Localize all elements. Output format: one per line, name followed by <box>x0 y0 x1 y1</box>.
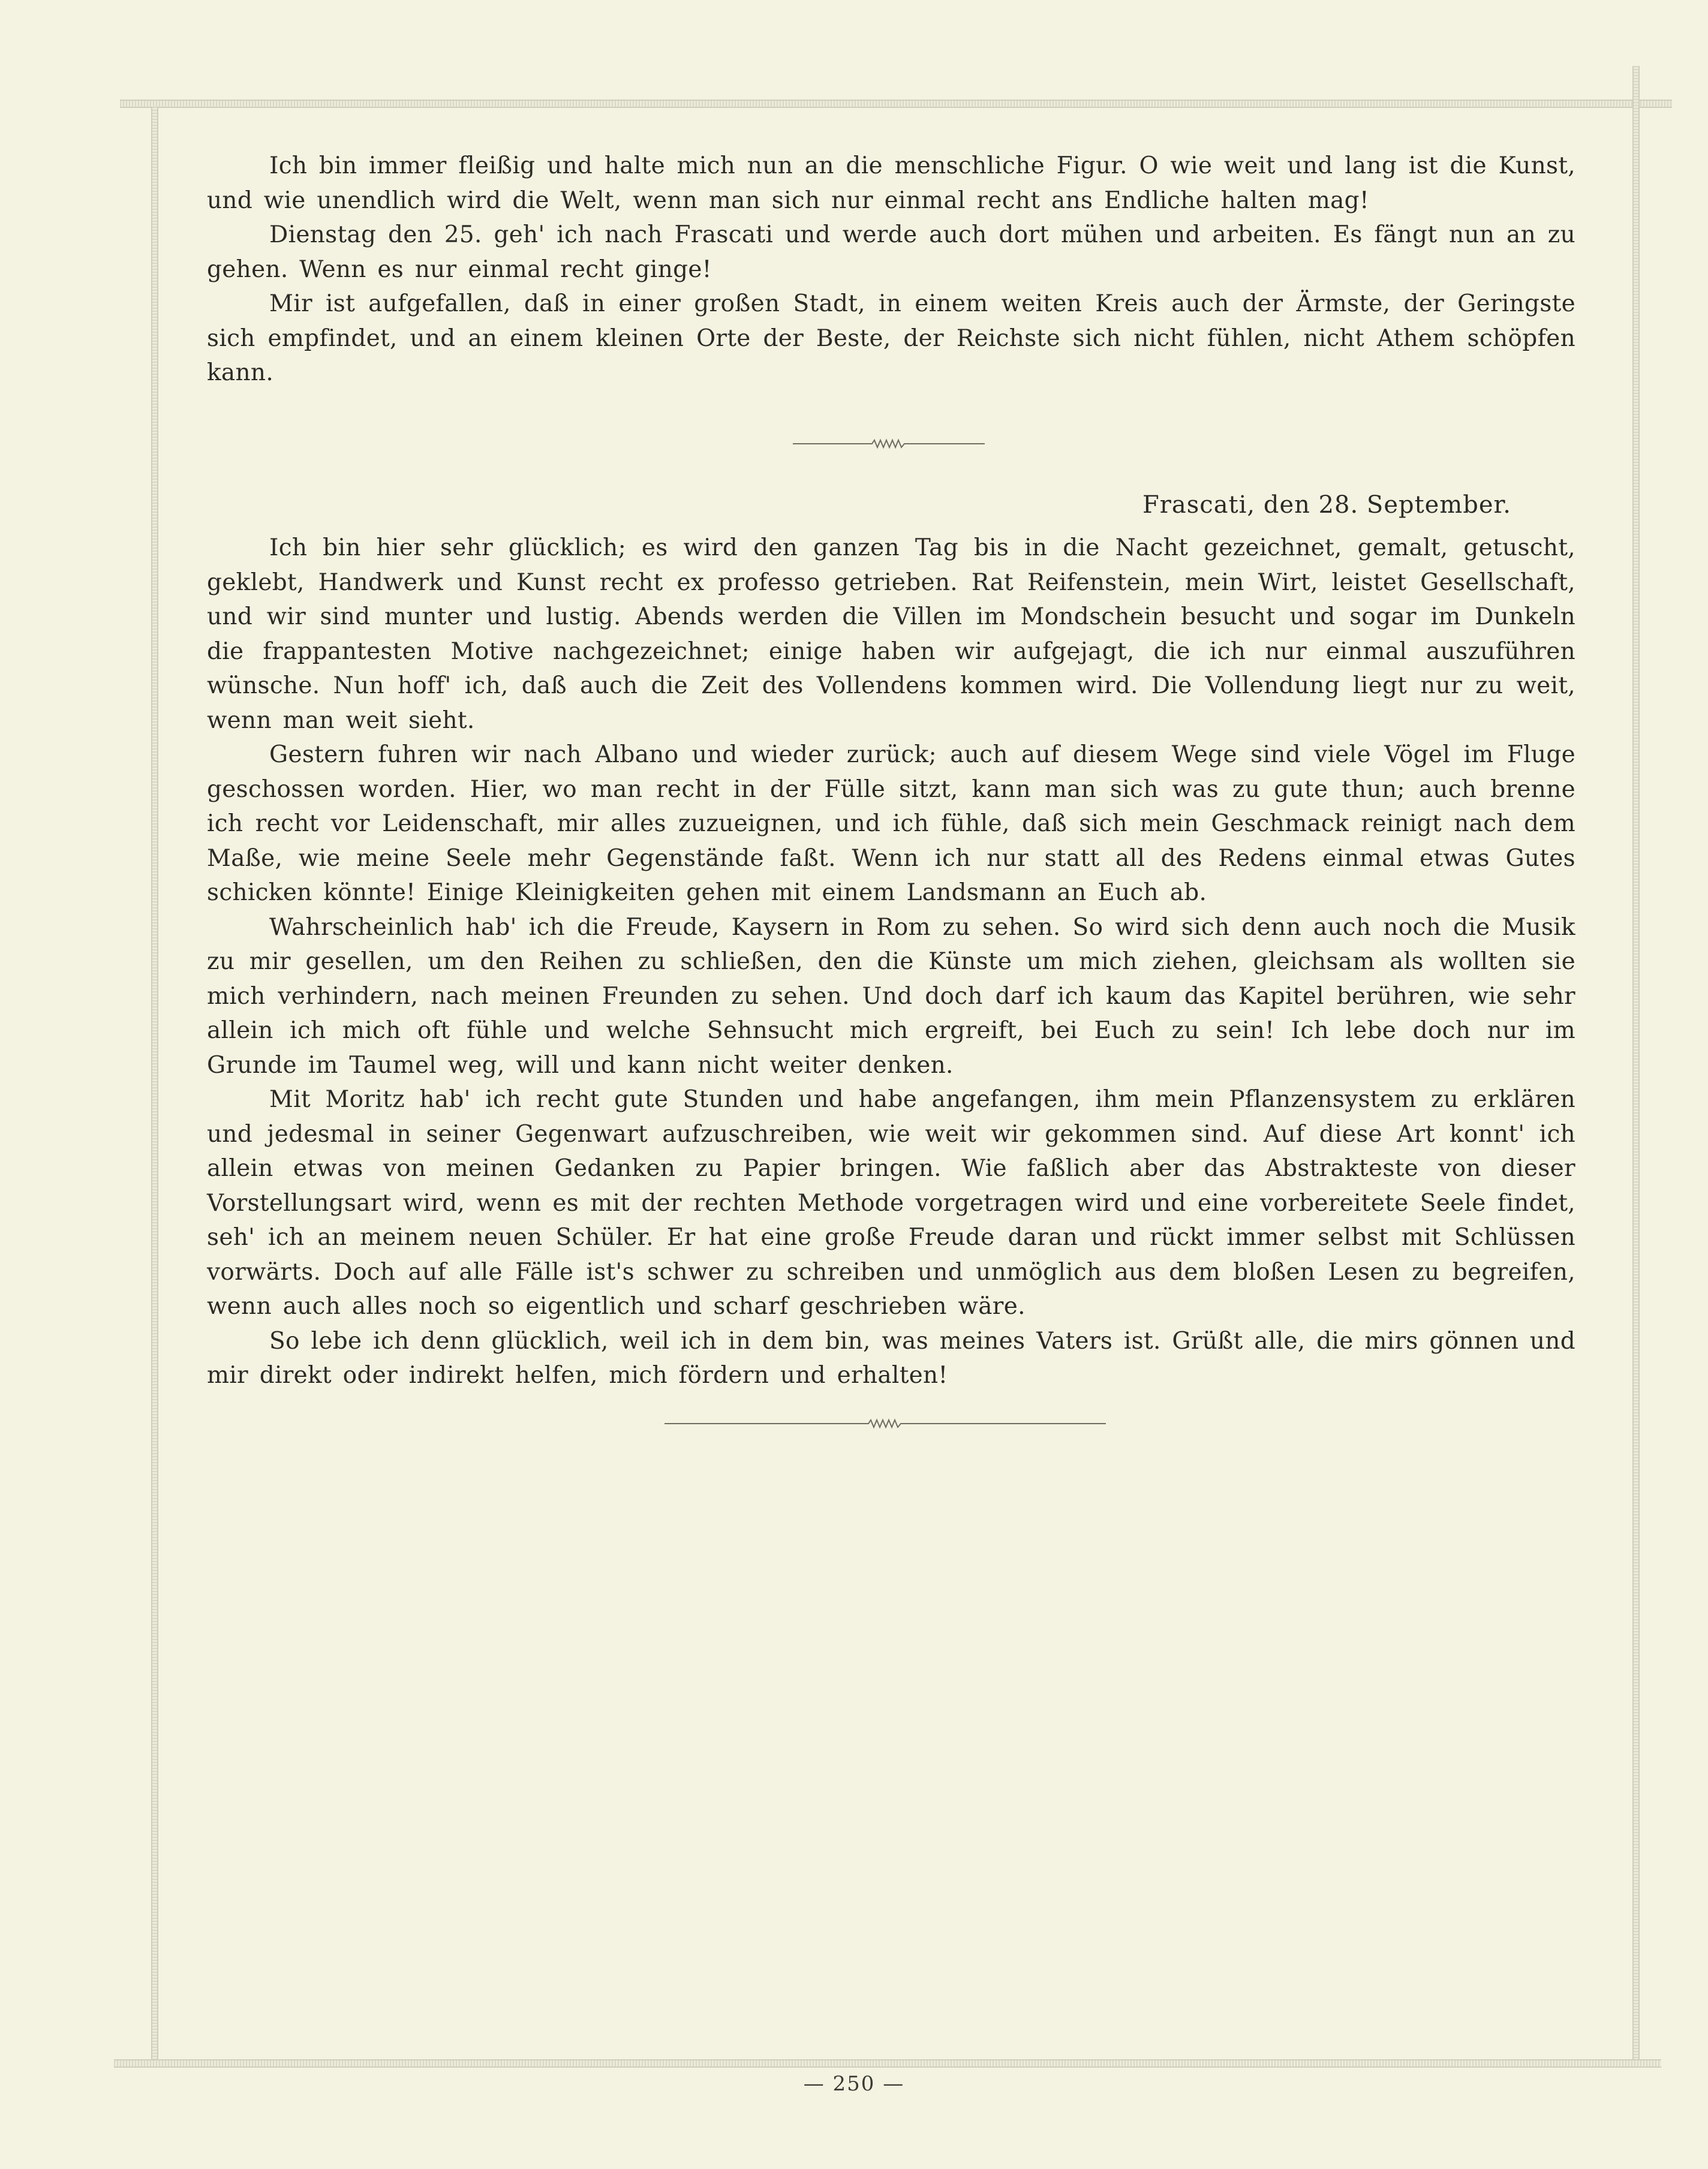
wave-ornament-icon <box>867 438 910 450</box>
bottom-border-rule <box>114 2059 1661 2068</box>
paragraph: Wahrscheinlich hab' ich die Freude, Kaysern in Rom zu sehen. So wird sich denn auch noch die Musik zu mir gesellen, um den Reihen zu schließen, den die Künste um mich ziehen, gleichsam als wollten sie mich verhindern, nach meinen Freunden zu sehen. Und doch darf ich kaum das Kapitel berühren, wie sehr allein ich mich oft fühle und welche Sehnsucht mich ergreift, bei Euch zu sein! Ich lebe doch nur im Grunde im Taumel weg, will und kann nicht weiter denken. <box>207 913 1575 1079</box>
paragraph: Ich bin hier sehr glücklich; es wird den ganzen Tag bis in die Nacht gezeichnet, gemalt, getuscht, geklebt, Handwerk und Kunst recht ex professo getrieben. Rat Reifenstein, mein Wirt, leistet Gesellschaft, und wir sind munter und lustig. Abends werden die Villen im Mondschein besucht und sogar im Dunkeln die frappantesten Motive nachgezeichnet; einige haben wir aufgejagt, die ich nur einmal auszuführen wünsche. Nun hoff' ich, daß auch die Zeit des Vollendens kommen wird. Die Vollendung liegt nur zu weit, wenn man weit sieht. <box>207 534 1575 734</box>
paragraph: Mit Moritz hab' ich recht gute Stunden und habe angefangen, ihm mein Pflanzensystem zu erklären und jedesmal in seiner Gegenwart aufzuschreiben, wie weit wir gekommen sind. Auf diese Art konnt' ich allein etwas von meinen Gedanken zu Papier bringen. Wie faßlich aber das Abstrakteste von dieser Vorstellungsart wird, wenn es mit der rechten Methode vorgetragen wird und eine vorbereitete Seele findet, seh' ich an meinem neuen Schüler. Er hat eine große Freude daran und rückt immer selbst mit Schlüssen vorwärts. Doch auf alle Fälle ist's schwer zu schreiben und unmöglich aus dem bloßen Lesen zu begreifen, wenn auch alles noch so eigentlich und scharf geschrieben wäre. <box>207 1086 1575 1320</box>
end-divider <box>664 1418 1106 1430</box>
section-2 <box>207 531 1575 1393</box>
paragraph: Mir ist aufgefallen, daß in einer großen Stadt, in einem weiten Kreis auch der Ärmste, der Geringste sich empfindet, und an einem kleinen Orte der Beste, der Reichste sich nicht fühlen, nicht Athem schöpfen kann. <box>207 290 1575 386</box>
left-border-rule <box>151 107 158 2059</box>
page-number: — 250 — <box>803 2072 905 2096</box>
section-1 <box>207 149 1575 390</box>
paragraph: Gestern fuhren wir nach Albano und wieder zurück; auch auf diesem Wege sind viele Vögel im Fluge geschossen worden. Hier, wo man recht in der Fülle sitzt, kann man sich was zu gute thun; auch brenne ich recht vor Leidenschaft, mir alles zuzueignen, und ich fühle, daß sich mein Geschmack reinigt nach dem Maße, wie meine Seele mehr Gegenstände faßt. Wenn ich nur statt all des Redens einmal etwas Gutes schicken könnte! Einige Kleinigkeiten gehen mit einem Landsmann an Euch ab. <box>207 741 1575 906</box>
dateline: Frascati, den 28. September. <box>1142 491 1511 519</box>
paragraph: Dienstag den 25. geh' ich nach Frascati und werde auch dort mühen und arbeiten. Es fängt nun an zu gehen. Wenn es nur einmal recht ginge! <box>207 221 1575 283</box>
wave-ornament-icon <box>864 1418 907 1430</box>
right-border-rule <box>1632 66 1640 2063</box>
paragraph: Ich bin immer fleißig und halte mich nun an die menschliche Figur. O wie weit und lang ist die Kunst, und wie unendlich wird die Welt, wenn man sich nur einmal recht ans Endliche halten mag! <box>207 152 1575 214</box>
top-border-rule <box>120 100 1672 108</box>
section-divider <box>793 438 985 450</box>
paragraph: So lebe ich denn glücklich, weil ich in dem bin, was meines Vaters ist. Grüßt alle, die mirs gönnen und mir direkt oder indirekt helfen, mich fördern und erhalten! <box>207 1327 1575 1389</box>
